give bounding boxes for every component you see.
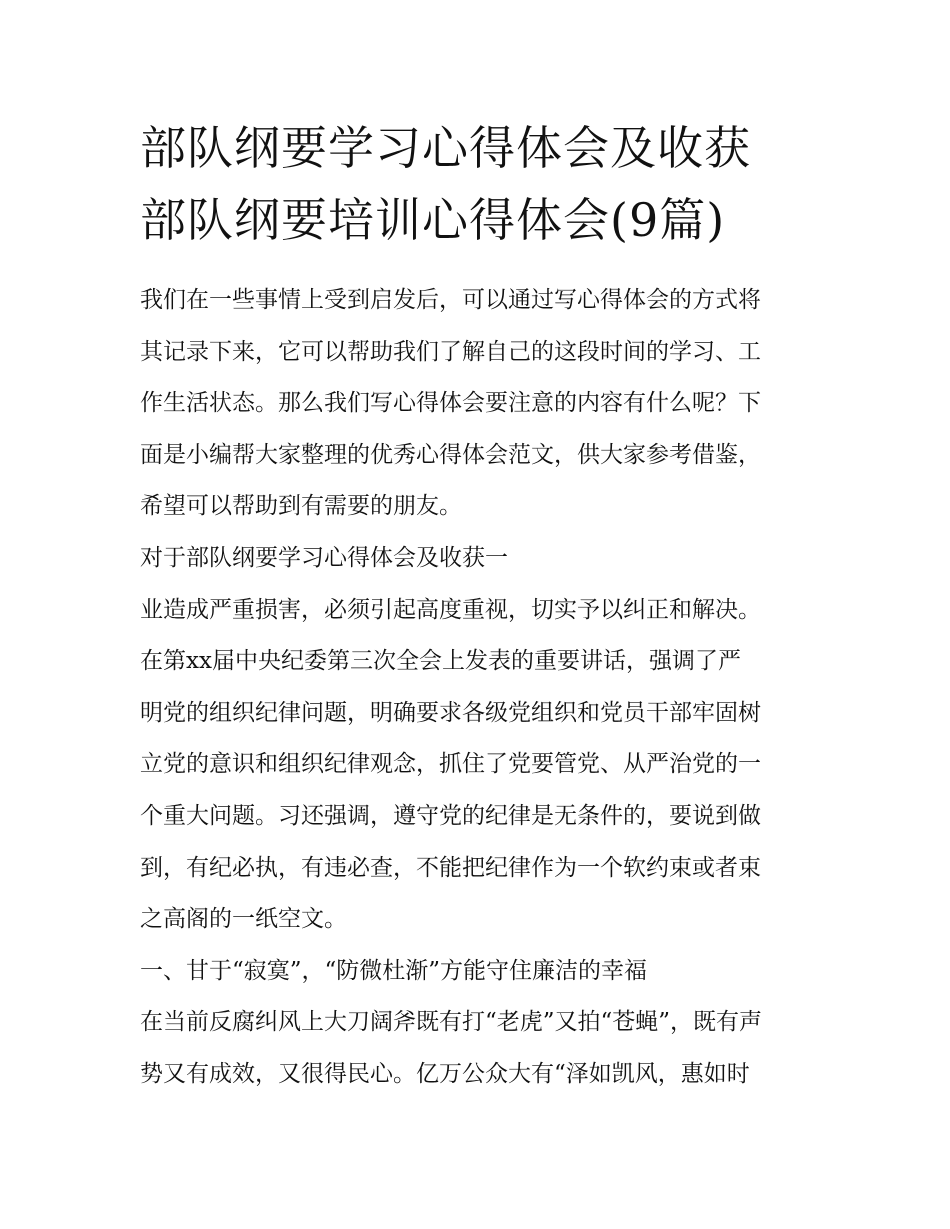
body-line: 势又有成效，又很得民心。亿万公众大有“泽如凯风，惠如时 [140, 1060, 750, 1087]
body-line: 作生活状态。那么我们写心得体会要注意的内容有什么呢？下 [140, 390, 761, 417]
body-line: 在第xx届中央纪委第三次全会上发表的重要讲话，强调了严 [140, 648, 741, 675]
body-line: 到，有纪必执，有违必查，不能把纪律作为一个软约束或者束 [140, 854, 761, 881]
body-line: 立党的意识和组织纪律观念，抓住了党要管党、从严治党的一 [140, 751, 761, 778]
title-line-1: 部队纲要学习心得体会及收获 [140, 121, 751, 175]
title-line-2: 部队纲要培训心得体会(9篇) [140, 193, 726, 247]
body-line: 之高阁的一纸空文。 [140, 906, 347, 933]
document-title [140, 112, 840, 256]
section-heading: 一、甘于“寂寞”，“防微杜渐”方能守住廉洁的幸福 [140, 957, 648, 984]
body-line: 我们在一些事情上受到启发后，可以通过写心得体会的方式将 [140, 287, 761, 313]
body-line: 在当前反腐纠风上大刀阔斧既有打“老虎”又拍“苍蝇”，既有声 [140, 1009, 763, 1036]
document-body [140, 280, 830, 1106]
body-line: 个重大问题。习还强调，遵守党的纪律是无条件的，要说到做 [140, 802, 761, 829]
body-line: 明党的组织纪律问题，明确要求各级党组织和党员干部牢固树 [140, 699, 761, 726]
body-line: 其记录下来，它可以帮助我们了解自己的这段时间的学习、工 [140, 338, 761, 365]
section-heading: 对于部队纲要学习心得体会及收获一 [140, 544, 508, 571]
body-line: 面是小编帮大家整理的优秀心得体会范文，供大家参考借鉴， [140, 441, 761, 468]
body-line: 业造成严重损害，必须引起高度重视，切实予以纠正和解决。 [140, 596, 761, 623]
body-line: 希望可以帮助到有需要的朋友。 [140, 493, 462, 520]
